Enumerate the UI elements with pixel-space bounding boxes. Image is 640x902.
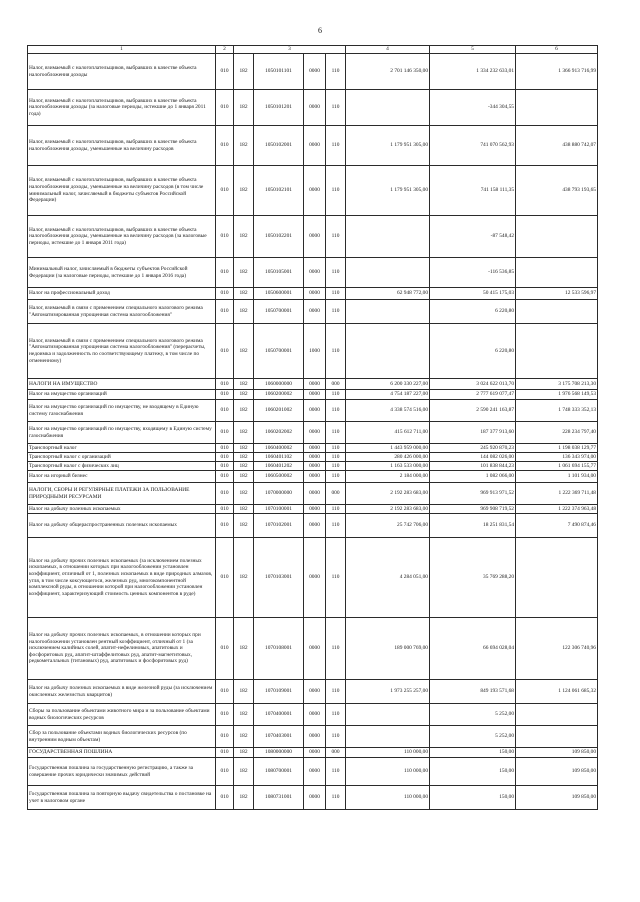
row-unexecuted-amount: 109 850,00 [516, 758, 598, 786]
row-name: Налог, взимаемый в связи с применением специального налогового режима "Автоматизированная упрощенная система налогообложения" [28, 300, 216, 324]
row-program-code: 0000 [304, 422, 326, 444]
row-kosgu-code: 110 [326, 758, 346, 786]
row-admin-code: 010 [216, 422, 234, 444]
row-name: НАЛОГИ НА ИМУЩЕСТВО [28, 379, 216, 390]
row-admin-code: 010 [216, 505, 234, 514]
table-body [28, 54, 598, 810]
row-kosgu-code: 110 [326, 444, 346, 453]
row-program-code: 0000 [304, 726, 326, 748]
row-admin-code: 010 [216, 538, 234, 618]
row-program-code: 0000 [304, 704, 326, 726]
row-unexecuted-amount: 122 306 740,96 [516, 618, 598, 680]
row-revenue-code: 1070109001 [254, 680, 304, 704]
row-admin-code: 010 [216, 786, 234, 810]
row-revenue-code: 1070102001 [254, 514, 304, 538]
row-name: Налог на имущество организаций [28, 390, 216, 400]
row-revenue-code: 1050102101 [254, 166, 304, 216]
row-executed-amount: 1 334 232 633,01 [430, 54, 516, 90]
row-group-code: 182 [234, 324, 254, 379]
table-row [28, 538, 598, 618]
row-kosgu-code: 110 [326, 680, 346, 704]
row-group-code: 182 [234, 462, 254, 471]
row-unexecuted-amount: 1 101 934,00 [516, 471, 598, 483]
row-program-code: 0000 [304, 618, 326, 680]
row-kosgu-code: 110 [326, 471, 346, 483]
row-name: Налог, взимаемый с налогоплательщиков, выбравших в качестве объекта налогообложения доходы, уменьшенные на величину расходов (за налоговые периоды, истекшие до 1 января 2011 года) [28, 216, 216, 258]
row-name: Налог, взимаемый с налогоплательщиков, выбравших в качестве объекта налогообложения доходы, уменьшенные на величину расходов (в том числе минимальный налог, зачисляемый в бюджеты субъектов Российской Федерации) [28, 166, 216, 216]
row-name: Государственная пошлина за государственную регистрацию, а также за совершение прочих юридически значимых действий [28, 758, 216, 786]
row-kosgu-code: 110 [326, 453, 346, 462]
row-approved-amount: 280 426 000,00 [346, 453, 430, 462]
row-revenue-code: 1060500002 [254, 471, 304, 483]
row-unexecuted-amount [516, 324, 598, 379]
row-approved-amount [346, 300, 430, 324]
row-name: Налог на добычу полезных ископаемых [28, 505, 216, 514]
row-admin-code: 010 [216, 126, 234, 166]
row-unexecuted-amount: 1 748 333 352,13 [516, 400, 598, 422]
row-group-code: 182 [234, 538, 254, 618]
row-program-code: 0000 [304, 462, 326, 471]
table-row [28, 726, 598, 748]
row-revenue-code: 1070000000 [254, 483, 304, 505]
table-row [28, 758, 598, 786]
row-revenue-code: 1060400002 [254, 444, 304, 453]
row-approved-amount: 4 284 051,00 [346, 538, 430, 618]
table-row [28, 400, 598, 422]
row-approved-amount: 2 701 146 350,00 [346, 54, 430, 90]
row-group-code: 182 [234, 400, 254, 422]
row-group-code: 182 [234, 704, 254, 726]
row-unexecuted-amount: 1 222 374 963,48 [516, 505, 598, 514]
row-kosgu-code: 110 [326, 54, 346, 90]
row-kosgu-code: 000 [326, 379, 346, 390]
row-admin-code: 010 [216, 680, 234, 704]
row-name: Транспортный налог с организаций [28, 453, 216, 462]
row-group-code: 182 [234, 379, 254, 390]
row-name: Транспортный налог [28, 444, 216, 453]
row-executed-amount: -116 536,85 [430, 258, 516, 288]
row-name: НАЛОГИ, СБОРЫ И РЕГУЛЯРНЫЕ ПЛАТЕЖИ ЗА ПОЛЬЗОВАНИЕ ПРИРОДНЫМИ РЕСУРСАМИ [28, 483, 216, 505]
row-kosgu-code: 110 [326, 90, 346, 126]
row-name: Налог на добычу общераспространенных полезных ископаемых [28, 514, 216, 538]
row-program-code: 1000 [304, 324, 326, 379]
row-program-code: 0000 [304, 786, 326, 810]
row-name: Сборы за пользование объектами животного мира и за пользование объектами водных биологических ресурсов [28, 704, 216, 726]
row-kosgu-code: 110 [326, 390, 346, 400]
row-group-code: 182 [234, 514, 254, 538]
row-revenue-code: 1080731001 [254, 786, 304, 810]
row-revenue-code: 1060200002 [254, 390, 304, 400]
row-approved-amount [346, 726, 430, 748]
row-program-code: 0000 [304, 400, 326, 422]
row-revenue-code: 1050102201 [254, 216, 304, 258]
row-group-code: 182 [234, 786, 254, 810]
table-row [28, 166, 598, 216]
row-unexecuted-amount: 109 850,00 [516, 748, 598, 758]
row-group-code: 182 [234, 288, 254, 300]
row-group-code: 182 [234, 390, 254, 400]
row-kosgu-code: 000 [326, 483, 346, 505]
row-revenue-code: 1080000000 [254, 748, 304, 758]
row-revenue-code: 1050101101 [254, 54, 304, 90]
row-revenue-code: 1060401202 [254, 462, 304, 471]
row-approved-amount: 25 742 706,00 [346, 514, 430, 538]
row-executed-amount: -87 548,42 [430, 216, 516, 258]
row-unexecuted-amount: 1 198 038 129,77 [516, 444, 598, 453]
row-revenue-code: 1050700001 [254, 300, 304, 324]
table-row [28, 680, 598, 704]
row-executed-amount: 18 251 831,54 [430, 514, 516, 538]
row-revenue-code: 1050101201 [254, 90, 304, 126]
row-revenue-code: 1060202002 [254, 422, 304, 444]
row-approved-amount: 110 000,00 [346, 748, 430, 758]
row-kosgu-code: 110 [326, 288, 346, 300]
table-row [28, 514, 598, 538]
column-header-6: 6 [516, 46, 598, 54]
row-executed-amount: 2 777 619 077,47 [430, 390, 516, 400]
row-group-code: 182 [234, 618, 254, 680]
row-program-code: 0000 [304, 126, 326, 166]
row-unexecuted-amount [516, 538, 598, 618]
row-name: Государственная пошлина за повторную выдачу свидетельства о постановке на учет в налоговом органе [28, 786, 216, 810]
table-row [28, 324, 598, 379]
row-group-code: 182 [234, 680, 254, 704]
row-approved-amount [346, 258, 430, 288]
row-unexecuted-amount: 438 793 193,65 [516, 166, 598, 216]
row-admin-code: 010 [216, 324, 234, 379]
row-executed-amount: 101 838 844,23 [430, 462, 516, 471]
row-executed-amount: 5 252,00 [430, 704, 516, 726]
row-executed-amount: 969 913 971,52 [430, 483, 516, 505]
row-kosgu-code: 110 [326, 258, 346, 288]
row-program-code: 0000 [304, 379, 326, 390]
table-row [28, 786, 598, 810]
row-approved-amount: 4 338 574 516,00 [346, 400, 430, 422]
row-executed-amount: 144 082 026,00 [430, 453, 516, 462]
row-admin-code: 010 [216, 483, 234, 505]
row-unexecuted-amount: 109 850,00 [516, 786, 598, 810]
row-unexecuted-amount [516, 704, 598, 726]
row-program-code: 0000 [304, 300, 326, 324]
row-program-code: 0000 [304, 90, 326, 126]
row-admin-code: 010 [216, 166, 234, 216]
row-group-code: 182 [234, 126, 254, 166]
table-row [28, 90, 598, 126]
table-row [28, 453, 598, 462]
table-row [28, 126, 598, 166]
table-row [28, 300, 598, 324]
row-name: Налог на добычу прочих полезных ископаемых (за исключением полезных ископаемых, в отношении которых при налогообложении установлен коэффициент, отличный от 1, полезных ископаемых в виде природных алмазов, угля, в том числе коксующегося, железных руд, многокомпонентной комплексной руды, в отношении которой при налогообложении установлен коэффициент, характеризующий стоимость ценных компонентов в руде) [28, 538, 216, 618]
row-approved-amount [346, 216, 430, 258]
row-program-code: 0000 [304, 680, 326, 704]
row-program-code: 0000 [304, 166, 326, 216]
row-admin-code: 010 [216, 453, 234, 462]
table-row [28, 258, 598, 288]
row-executed-amount: 35 769 288,20 [430, 538, 516, 618]
row-approved-amount: 2 192 283 683,00 [346, 483, 430, 505]
row-approved-amount: 110 000,00 [346, 758, 430, 786]
row-program-code: 0000 [304, 216, 326, 258]
row-admin-code: 010 [216, 726, 234, 748]
row-kosgu-code: 110 [326, 505, 346, 514]
row-admin-code: 010 [216, 462, 234, 471]
row-unexecuted-amount [516, 216, 598, 258]
row-name: Сбор за пользование объектами водных биологических ресурсов (по внутренним водным объектам) [28, 726, 216, 748]
row-admin-code: 010 [216, 90, 234, 126]
row-name: Налог, взимаемый с налогоплательщиков, выбравших в качестве объекта налогообложения доходы [28, 54, 216, 90]
row-group-code: 182 [234, 471, 254, 483]
row-approved-amount: 189 000 769,00 [346, 618, 430, 680]
row-group-code: 182 [234, 90, 254, 126]
row-executed-amount: 150,00 [430, 748, 516, 758]
row-group-code: 182 [234, 300, 254, 324]
row-kosgu-code: 110 [326, 126, 346, 166]
table-row [28, 390, 598, 400]
row-approved-amount: 415 612 711,00 [346, 422, 430, 444]
row-group-code: 182 [234, 422, 254, 444]
row-executed-amount: 245 920 870,23 [430, 444, 516, 453]
row-unexecuted-amount: 3 175 708 213,30 [516, 379, 598, 390]
row-name: Налог, взимаемый в связи с применением специального налогового режима "Автоматизированная упрощенная система налогообложения" (перерасчеты, недоимка и задолженность по соответствующему платежу, в том числе по отмененному) [28, 324, 216, 379]
row-executed-amount: 741 158 111,35 [430, 166, 516, 216]
row-unexecuted-amount: 12 533 596,97 [516, 288, 598, 300]
row-executed-amount: 849 193 571,68 [430, 680, 516, 704]
table-row [28, 471, 598, 483]
row-revenue-code: 1060201002 [254, 400, 304, 422]
row-group-code: 182 [234, 453, 254, 462]
row-program-code: 0000 [304, 54, 326, 90]
row-executed-amount: 2 590 241 163,87 [430, 400, 516, 422]
row-kosgu-code: 110 [326, 400, 346, 422]
row-kosgu-code: 110 [326, 300, 346, 324]
row-approved-amount [346, 324, 430, 379]
row-admin-code: 010 [216, 704, 234, 726]
table-row [28, 379, 598, 390]
row-kosgu-code: 110 [326, 704, 346, 726]
row-admin-code: 010 [216, 258, 234, 288]
row-executed-amount: 66 694 028,04 [430, 618, 516, 680]
row-group-code: 182 [234, 166, 254, 216]
row-program-code: 0000 [304, 748, 326, 758]
row-admin-code: 010 [216, 390, 234, 400]
row-unexecuted-amount: 7 490 874,46 [516, 514, 598, 538]
row-group-code: 182 [234, 726, 254, 748]
row-kosgu-code: 110 [326, 324, 346, 379]
row-name: Налог на имущество организаций по имуществу, входящему в Единую систему газоснабжения [28, 422, 216, 444]
row-revenue-code: 1070400001 [254, 704, 304, 726]
row-approved-amount: 1 179 951 305,00 [346, 126, 430, 166]
row-executed-amount: 187 377 913,60 [430, 422, 516, 444]
row-program-code: 0000 [304, 390, 326, 400]
row-revenue-code: 1070100001 [254, 505, 304, 514]
column-header-3: 3 [234, 46, 346, 54]
column-header-2: 2 [216, 46, 234, 54]
row-revenue-code: 1070103001 [254, 538, 304, 618]
row-revenue-code: 1060000000 [254, 379, 304, 390]
row-group-code: 182 [234, 758, 254, 786]
revenue-table [27, 45, 598, 810]
row-name: Налог на добычу прочих полезных ископаемых, в отношении которых при налогообложении установлен рентный коэффициент, отличный от 1 (за исключением калийных солей, апатит-нефелиновых, апатитовых и фосфоритовых руд, апатит-штаффелитовых руд, апатит-магнетитовых, редкометалльных (титановых) руд, апатитовых и фосфоритовых руд) [28, 618, 216, 680]
row-kosgu-code: 110 [326, 538, 346, 618]
row-approved-amount: 110 000,00 [346, 786, 430, 810]
row-name: Налог на имущество организаций по имуществу, не входящему в Единую систему газоснабжения [28, 400, 216, 422]
row-unexecuted-amount: 1 222 369 711,48 [516, 483, 598, 505]
row-executed-amount: 741 070 562,93 [430, 126, 516, 166]
row-admin-code: 010 [216, 444, 234, 453]
row-approved-amount: 6 200 330 227,00 [346, 379, 430, 390]
row-unexecuted-amount: 228 234 797,40 [516, 422, 598, 444]
row-group-code: 182 [234, 54, 254, 90]
row-revenue-code: 1080700001 [254, 758, 304, 786]
row-approved-amount [346, 704, 430, 726]
row-kosgu-code: 110 [326, 216, 346, 258]
row-name: Минимальный налог, зачисляемый в бюджеты субъектов Российской Федерации (за налоговые периоды, истекшие до 1 января 2016 года) [28, 258, 216, 288]
row-admin-code: 010 [216, 288, 234, 300]
row-kosgu-code: 110 [326, 422, 346, 444]
row-revenue-code: 1050700001 [254, 324, 304, 379]
row-name: Налог, взимаемый с налогоплательщиков, выбравших в качестве объекта налогообложения доходы, уменьшенные на величину расходов [28, 126, 216, 166]
row-unexecuted-amount: 1 976 568 149,53 [516, 390, 598, 400]
row-admin-code: 010 [216, 618, 234, 680]
column-header-4: 4 [346, 46, 430, 54]
row-executed-amount: 6 220,80 [430, 324, 516, 379]
row-kosgu-code: 110 [326, 786, 346, 810]
row-approved-amount: 1 163 533 000,00 [346, 462, 430, 471]
row-admin-code: 010 [216, 471, 234, 483]
row-revenue-code: 1050600001 [254, 288, 304, 300]
row-executed-amount: 6 220,80 [430, 300, 516, 324]
row-admin-code: 010 [216, 379, 234, 390]
row-group-code: 182 [234, 258, 254, 288]
table-row [28, 462, 598, 471]
row-admin-code: 010 [216, 400, 234, 422]
table-row [28, 216, 598, 258]
row-program-code: 0000 [304, 471, 326, 483]
row-approved-amount: 1 973 255 257,00 [346, 680, 430, 704]
row-program-code: 0000 [304, 514, 326, 538]
row-unexecuted-amount: 1 061 694 155,77 [516, 462, 598, 471]
row-unexecuted-amount [516, 258, 598, 288]
row-approved-amount [346, 90, 430, 126]
row-program-code: 0000 [304, 288, 326, 300]
table-row [28, 748, 598, 758]
row-program-code: 0000 [304, 258, 326, 288]
row-kosgu-code: 000 [326, 748, 346, 758]
row-name: Налог на профессиональный доход [28, 288, 216, 300]
row-executed-amount: 969 908 719,52 [430, 505, 516, 514]
row-executed-amount: 150,00 [430, 758, 516, 786]
row-executed-amount: 5 252,00 [430, 726, 516, 748]
table-row [28, 444, 598, 453]
table-row [28, 618, 598, 680]
row-unexecuted-amount [516, 90, 598, 126]
column-header-1: 1 [28, 46, 216, 54]
row-kosgu-code: 110 [326, 514, 346, 538]
table-row [28, 422, 598, 444]
row-executed-amount: 50 415 175,03 [430, 288, 516, 300]
row-revenue-code: 1070403001 [254, 726, 304, 748]
row-group-code: 182 [234, 216, 254, 258]
row-program-code: 0000 [304, 538, 326, 618]
row-executed-amount: 150,00 [430, 786, 516, 810]
table-row [28, 505, 598, 514]
row-program-code: 0000 [304, 453, 326, 462]
row-approved-amount: 2 184 000,00 [346, 471, 430, 483]
row-name: Налог на добычу полезных ископаемых в виде железной руды (за исключением окисленных железистых кварцитов) [28, 680, 216, 704]
column-number-row [28, 46, 598, 54]
row-revenue-code: 1070108001 [254, 618, 304, 680]
row-admin-code: 010 [216, 514, 234, 538]
table-row [28, 288, 598, 300]
row-admin-code: 010 [216, 748, 234, 758]
row-kosgu-code: 110 [326, 462, 346, 471]
row-kosgu-code: 110 [326, 726, 346, 748]
row-approved-amount: 4 754 187 227,00 [346, 390, 430, 400]
row-unexecuted-amount: 438 880 742,07 [516, 126, 598, 166]
row-approved-amount: 1 443 959 000,00 [346, 444, 430, 453]
row-admin-code: 010 [216, 54, 234, 90]
row-unexecuted-amount [516, 300, 598, 324]
row-approved-amount: 2 192 283 683,00 [346, 505, 430, 514]
row-approved-amount: 1 179 951 305,00 [346, 166, 430, 216]
row-unexecuted-amount [516, 726, 598, 748]
row-group-code: 182 [234, 505, 254, 514]
row-kosgu-code: 110 [326, 618, 346, 680]
row-revenue-code: 1050102001 [254, 126, 304, 166]
row-unexecuted-amount: 136 343 974,00 [516, 453, 598, 462]
row-name: Налог на игорный бизнес [28, 471, 216, 483]
row-revenue-code: 1060401102 [254, 453, 304, 462]
row-program-code: 0000 [304, 444, 326, 453]
row-approved-amount: 62 948 772,00 [346, 288, 430, 300]
table-row [28, 704, 598, 726]
row-unexecuted-amount: 1 124 061 685,32 [516, 680, 598, 704]
row-name: ГОСУДАРСТВЕННАЯ ПОШЛИНА [28, 748, 216, 758]
row-admin-code: 010 [216, 216, 234, 258]
row-executed-amount: 1 082 066,00 [430, 471, 516, 483]
column-header-5: 5 [430, 46, 516, 54]
table-row [28, 483, 598, 505]
row-name: Транспортный налог с физических лиц [28, 462, 216, 471]
row-program-code: 0000 [304, 758, 326, 786]
row-kosgu-code: 110 [326, 166, 346, 216]
row-unexecuted-amount: 1 366 913 716,99 [516, 54, 598, 90]
row-executed-amount: 3 024 622 013,70 [430, 379, 516, 390]
row-program-code: 0000 [304, 505, 326, 514]
row-admin-code: 010 [216, 300, 234, 324]
table-row [28, 54, 598, 90]
row-group-code: 182 [234, 483, 254, 505]
row-name: Налог, взимаемый с налогоплательщиков, выбравших в качестве объекта налогообложения доходы (за налоговые периоды, истекшие до 1 января 2011 года) [28, 90, 216, 126]
row-admin-code: 010 [216, 758, 234, 786]
row-group-code: 182 [234, 444, 254, 453]
row-program-code: 0000 [304, 483, 326, 505]
page-number: 6 [318, 26, 322, 35]
row-executed-amount: -344 304,55 [430, 90, 516, 126]
row-revenue-code: 1050105001 [254, 258, 304, 288]
row-group-code: 182 [234, 748, 254, 758]
